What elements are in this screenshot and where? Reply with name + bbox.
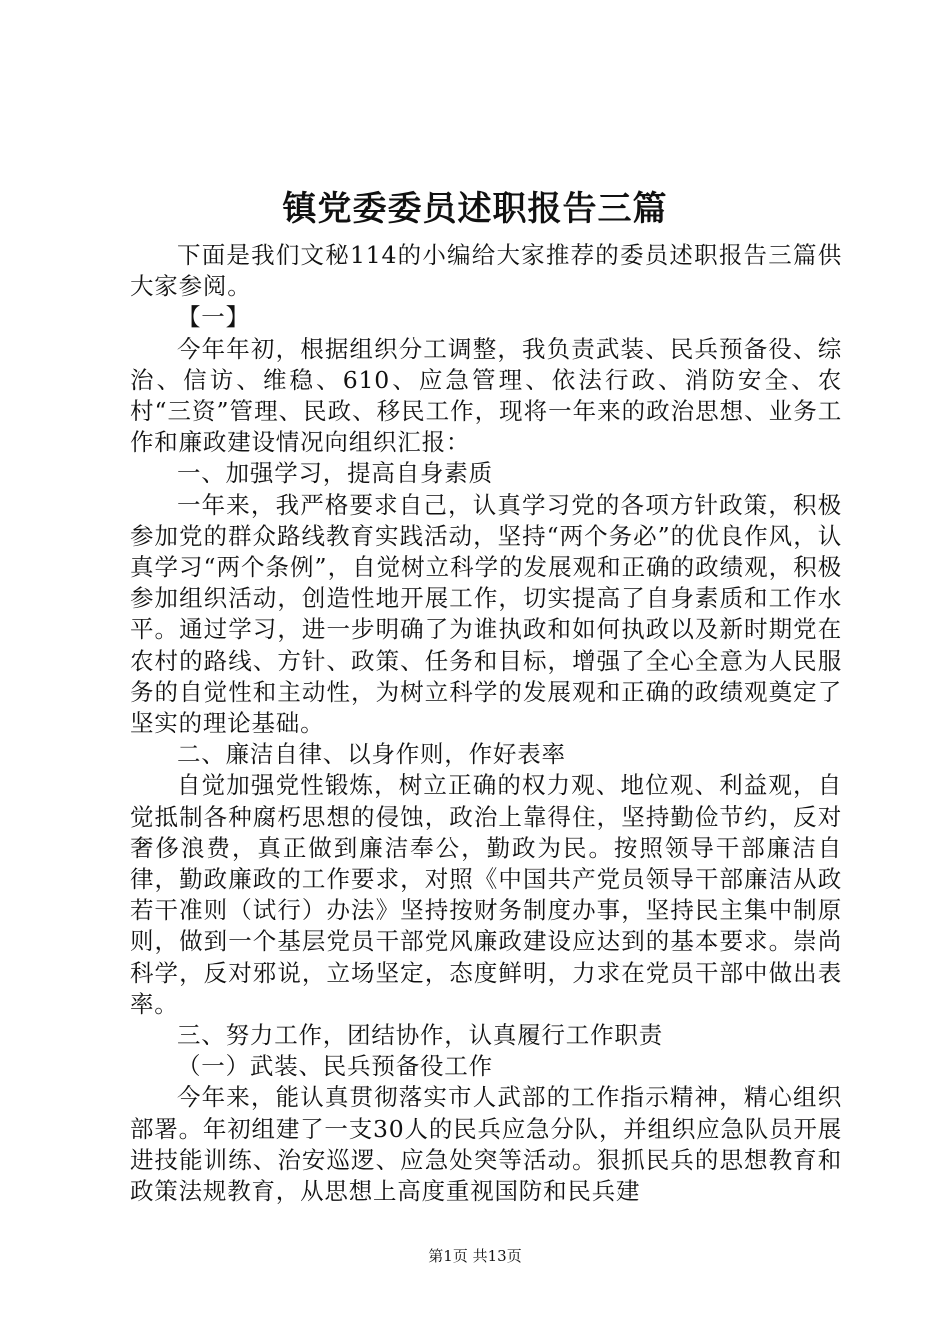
paragraph-responsibilities: 今年年初，根据组织分工调整，我负责武装、民兵预备役、综治、信访、维稳、610、应急管理、依法行政、消防安全、农村“三资”管理、民政、移民工作，现将一年来的政治思想、业务工作和廉政建设情况向组织汇报： xyxy=(130,334,842,457)
paragraph-militia: 今年来，能认真贯彻落实市人武部的工作指示精神，精心组织部署。年初组建了一支30人的民兵应急分队，并组织应急队员开展进技能训练、治安巡逻、应急处突等活动。狠抓民兵的思想教育和政策法规教育，从思想上高度重视国防和民兵建 xyxy=(130,1083,842,1206)
document-title: 镇党委委员述职报告三篇 xyxy=(282,189,668,229)
subheading-militia: （一）武装、民兵预备役工作 xyxy=(177,1052,493,1081)
document-body xyxy=(130,240,842,1207)
heading-duties: 三、努力工作，团结协作，认真履行工作职责 xyxy=(177,1021,663,1050)
heading-integrity: 二、廉洁自律、以身作则，作好表率 xyxy=(177,740,566,769)
heading-study: 一、加强学习，提高自身素质 xyxy=(177,459,493,488)
paragraph-intro: 下面是我们文秘114的小编给大家推荐的委员述职报告三篇供大家参阅。 xyxy=(130,241,842,301)
page-number-footer: 第1页 共13页 xyxy=(428,1247,522,1265)
paragraph-integrity: 自觉加强党性锻炼，树立正确的权力观、地位观、利益观，自觉抵制各种腐朽思想的侵蚀，政治上靠得住，坚持勤俭节约，反对奢侈浪费，真正做到廉洁奉公，勤政为民。按照领导干部廉洁自律，勤政廉政的工作要求，对照《中国共产党员领导干部廉洁从政若干准则（试行）办法》坚持按财务制度办事，坚持民主集中制原则，做到一个基层党员干部党风廉政建设应达到的基本要求。崇尚科学，反对邪说，立场坚定，态度鲜明，力求在党员干部中做出表率。 xyxy=(130,771,842,1018)
section-marker: 【一】 xyxy=(177,303,250,332)
paragraph-study: 一年来，我严格要求自己，认真学习党的各项方针政策，积极参加党的群众路线教育实践活动，坚持“两个务必”的优良作风，认真学习“两个条例”，自觉树立科学的发展观和正确的政绩观，积极参加组织活动，创造性地开展工作，切实提高了自身素质和工作水平。通过学习，进一步明确了为谁执政和如何执政以及新时期党在农村的路线、方针、政策、任务和目标，增强了全心全意为人民服务的自觉性和主动性，为树立科学的发展观和正确的政绩观奠定了坚实的理论基础。 xyxy=(130,490,842,738)
